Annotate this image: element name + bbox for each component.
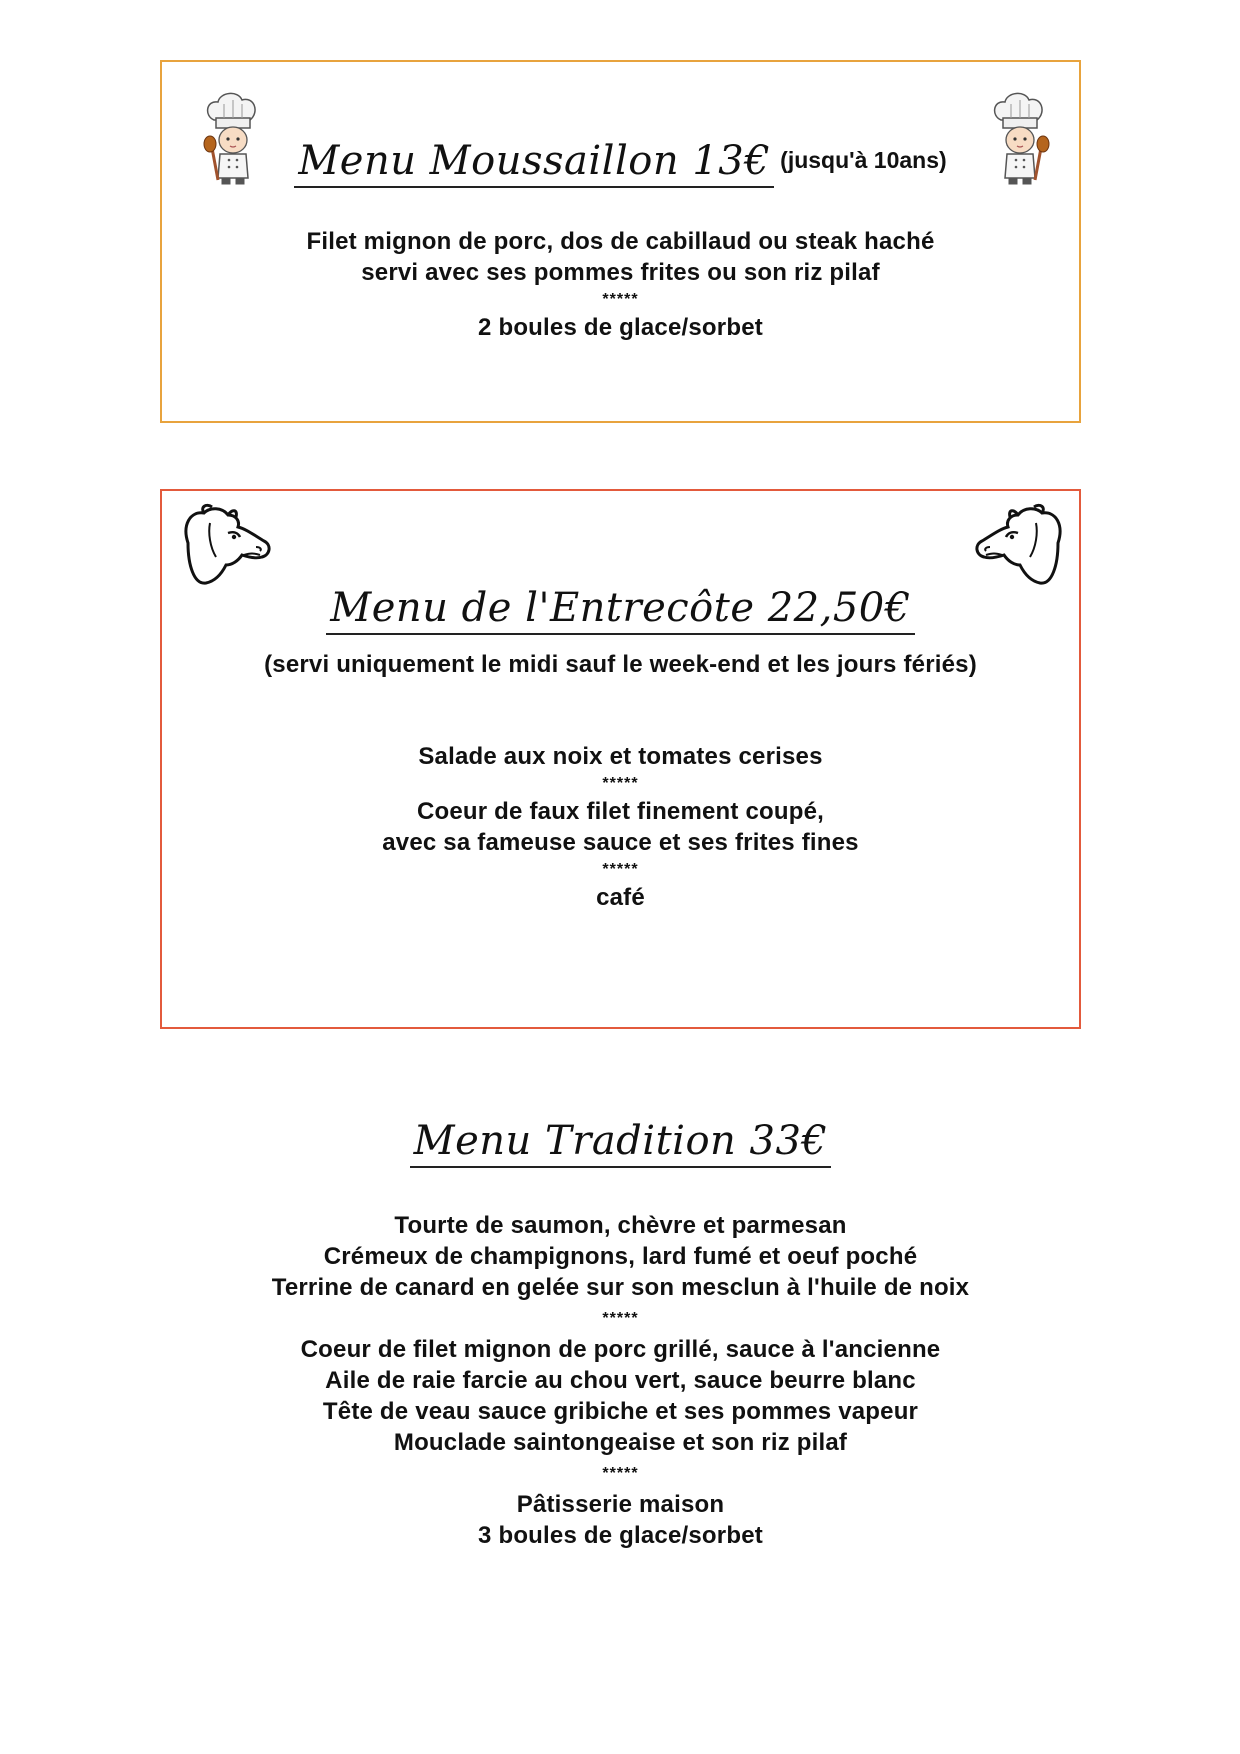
menu-title: Menu Tradition 33€ [410,1118,832,1168]
menu-moussaillon-card [160,60,1081,423]
menu-title-row [162,138,1079,188]
menu-tradition-section [160,1100,1081,1660]
menu-item: Coeur de faux filet finement coupé, [416,798,825,825]
menu-item: Filet mignon de porc, dos de cabillaud ou steak haché [306,228,935,255]
course-separator: ***** [602,861,639,878]
menu-item: Coeur de filet mignon de porc grillé, sauce à l'ancienne [300,1336,941,1363]
menu-title-row [160,1118,1081,1168]
menu-item: avec sa fameuse sauce et ses frites fines [382,829,859,856]
course-separator: ***** [602,775,639,792]
menu-item: 2 boules de glace/sorbet [478,314,763,341]
menu-item: Salade aux noix et tomates cerises [418,743,823,770]
menu-item: Pâtisserie maison [516,1491,725,1518]
menu-title: Menu de l'Entrecôte 22,50€ [326,585,914,635]
course-separator: ***** [602,1310,639,1327]
bull-head-icon [180,503,274,587]
menu-item: Mouclade saintongeaise et son riz pilaf [393,1429,848,1456]
menu-items [162,741,1079,913]
bull-head-icon [972,503,1066,587]
menu-item: café [596,884,645,911]
menu-items [160,1210,1081,1551]
menu-item: 3 boules de glace/sorbet [478,1522,763,1549]
menu-item: Aile de raie farcie au chou vert, sauce beurre blanc [325,1367,916,1394]
menu-item: Crémeux de champignons, lard fumé et oeuf poché [323,1243,918,1270]
course-separator: ***** [602,291,639,308]
menu-item: Tête de veau sauce gribiche et ses pommes vapeur [322,1398,919,1425]
menu-item: servi avec ses pommes frites ou son riz pilaf [361,259,880,286]
course-separator: ***** [602,1465,639,1482]
menu-title: Menu Moussaillon 13€ [294,138,774,188]
menu-item: Tourte de saumon, chèvre et parmesan [394,1212,847,1239]
menu-title-note: (jusqu'à 10ans) [780,147,947,173]
menu-entrecote-card [160,489,1081,1029]
menu-items [162,226,1079,343]
menu-title-row [162,585,1079,635]
menu-item: Terrine de canard en gelée sur son mesclun à l'huile de noix [271,1274,970,1301]
menu-subtitle: (servi uniquement le midi sauf le week-end et les jours fériés) [264,651,977,678]
